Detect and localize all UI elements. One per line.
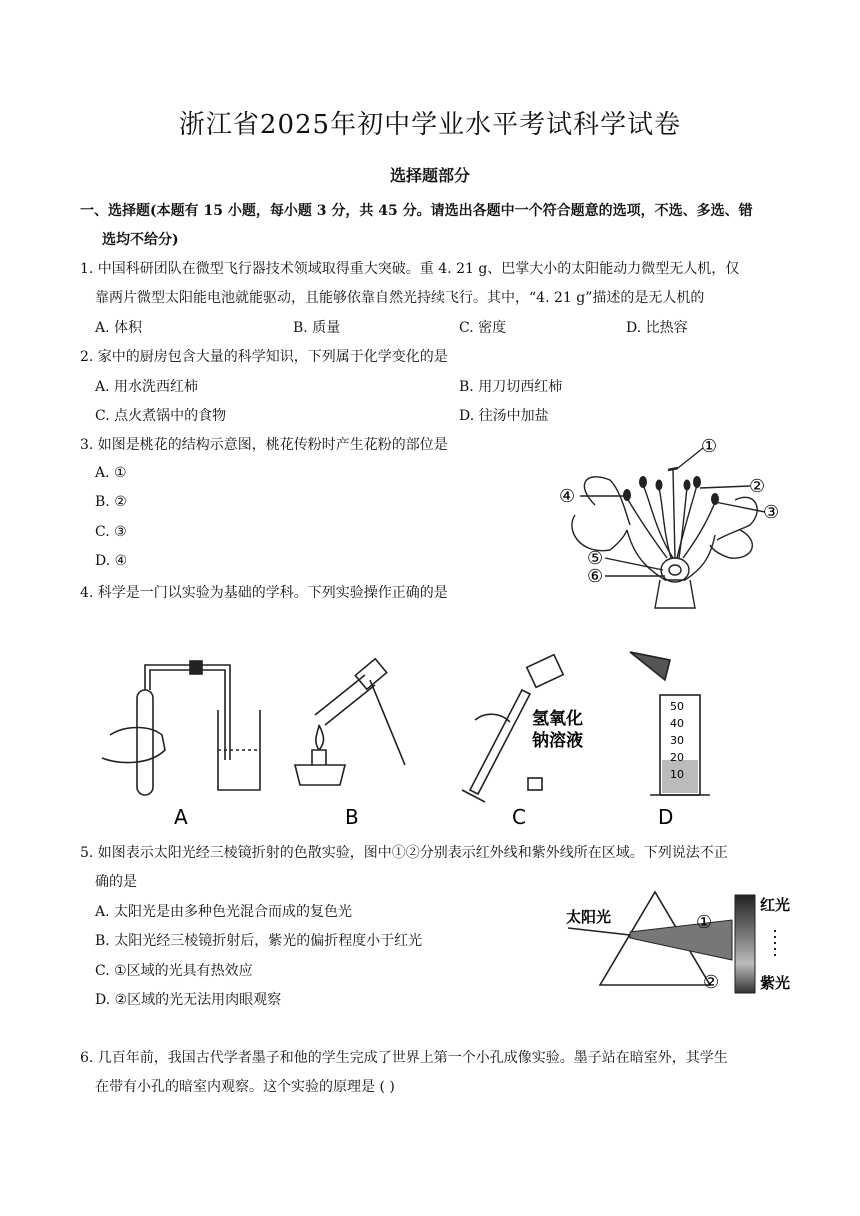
flower-label-1: ①	[701, 436, 718, 457]
question-2-option-c: C. 点火煮锅中的食物	[95, 408, 227, 424]
question-1-stem-line1: 1. 中国科研团队在微型飞行器技术领域取得重大突破。重 4. 21 g、巴掌大小的太阳能动力微型无人机，仅	[80, 261, 740, 277]
question-1-option-b: B. 质量	[293, 320, 341, 336]
question-6-stem-line2: 在带有小孔的暗室内观察。这个实验的原理是 ( )	[95, 1079, 395, 1095]
question-3-option-b: B. ②	[95, 494, 127, 510]
red-light-label: 红光	[760, 896, 791, 914]
panel-label-a: A	[174, 805, 188, 829]
panel-c-label-line2: 钠溶液	[532, 731, 583, 751]
question-5-option-d: D. ②区域的光无法用肉眼观察	[95, 992, 282, 1008]
cylinder-tick-20: 20	[670, 751, 684, 764]
question-5-stem-line1: 5. 如图表示太阳光经三棱镜折射的色散实验，图中①②分别表示红外线和紫外线所在区域。下列说法不正	[80, 845, 728, 861]
panel-label-d: D	[658, 805, 674, 829]
panel-a-test-tube	[137, 690, 153, 795]
dispersed-beam	[630, 920, 732, 960]
panel-c-reagent-bottle	[527, 655, 563, 688]
question-1-stem-line2: 靠两片微型太阳能电池就能驱动，且能够依靠自然光持续飞行。其中，“4. 21 g”描述的是无人机的	[95, 290, 705, 306]
question-2-option-d: D. 往汤中加盐	[459, 408, 549, 424]
question-5-stem-line2: 确的是	[95, 874, 137, 890]
lab-operations-figure	[90, 640, 710, 830]
question-1-option-a: A. 体积	[95, 320, 143, 336]
prism-dispersion-diagram	[560, 880, 805, 1000]
question-5-option-b: B. 太阳光经三棱镜折射后，紫光的偏折程度小于红光	[95, 933, 423, 949]
panel-a-hand	[102, 728, 165, 763]
flower-label-5: ⑤	[587, 548, 604, 569]
peach-flower-diagram	[555, 430, 795, 615]
sunlight-label: 太阳光	[566, 908, 612, 926]
question-1-option-c: C. 密度	[459, 320, 507, 336]
question-4-stem: 4. 科学是一门以实验为基础的学科。下列实验操作正确的是	[80, 585, 448, 601]
part-title: 选择题部分	[389, 166, 470, 185]
panel-c-label-line1: 氢氧化	[532, 709, 583, 729]
panel-b-alcohol-lamp	[295, 765, 345, 785]
region-1-label: ①	[696, 912, 713, 933]
panel-label-c: C	[512, 805, 526, 829]
panel-label-b: B	[345, 805, 359, 829]
page-title: 浙江省2025年初中学业水平考试科学试卷	[178, 110, 682, 140]
flower-label-2: ②	[749, 476, 766, 497]
section-instructions-line1: 一、选择题(本题有 15 小题，每小题 3 分，共 45 分。请选出各题中一个符合题意的选项，不选、多选、错	[80, 203, 753, 219]
question-2-option-a: A. 用水洗西红柿	[95, 379, 199, 395]
question-3-stem: 3. 如图是桃花的结构示意图，桃花传粉时产生花粉的部位是	[80, 437, 448, 453]
flower-label-3: ③	[763, 502, 780, 523]
question-2-stem: 2. 家中的厨房包含大量的科学知识，下列属于化学变化的是	[80, 349, 448, 365]
question-3-option-d: D. ④	[95, 553, 128, 569]
panel-c-cylinder	[470, 690, 530, 794]
question-3-option-c: C. ③	[95, 524, 127, 540]
spectrum-screen	[735, 895, 755, 993]
cylinder-tick-10: 10	[670, 768, 684, 781]
question-5-option-a: A. 太阳光是由多种色光混合而成的复色光	[95, 904, 353, 920]
question-1-option-d: D. 比热容	[626, 320, 688, 336]
question-2-option-b: B. 用刀切西红柿	[459, 379, 563, 395]
region-2-label: ②	[703, 972, 720, 993]
question-5-option-c: C. ①区域的光具有热效应	[95, 963, 253, 979]
sunlight-ray	[568, 928, 630, 935]
question-6-stem-line1: 6. 几百年前，我国古代学者墨子和他的学生完成了世界上第一个小孔成像实验。墨子站在暗室外，其学生	[80, 1050, 728, 1066]
flower-label-4: ④	[559, 486, 576, 507]
violet-light-label: 紫光	[760, 974, 791, 992]
flower-label-6: ⑥	[587, 566, 604, 587]
cylinder-tick-30: 30	[670, 734, 684, 747]
cylinder-tick-40: 40	[670, 717, 684, 730]
section-instructions-line2: 选均不给分)	[102, 232, 179, 248]
cylinder-tick-50: 50	[670, 700, 684, 713]
question-3-option-a: A. ①	[95, 465, 127, 481]
